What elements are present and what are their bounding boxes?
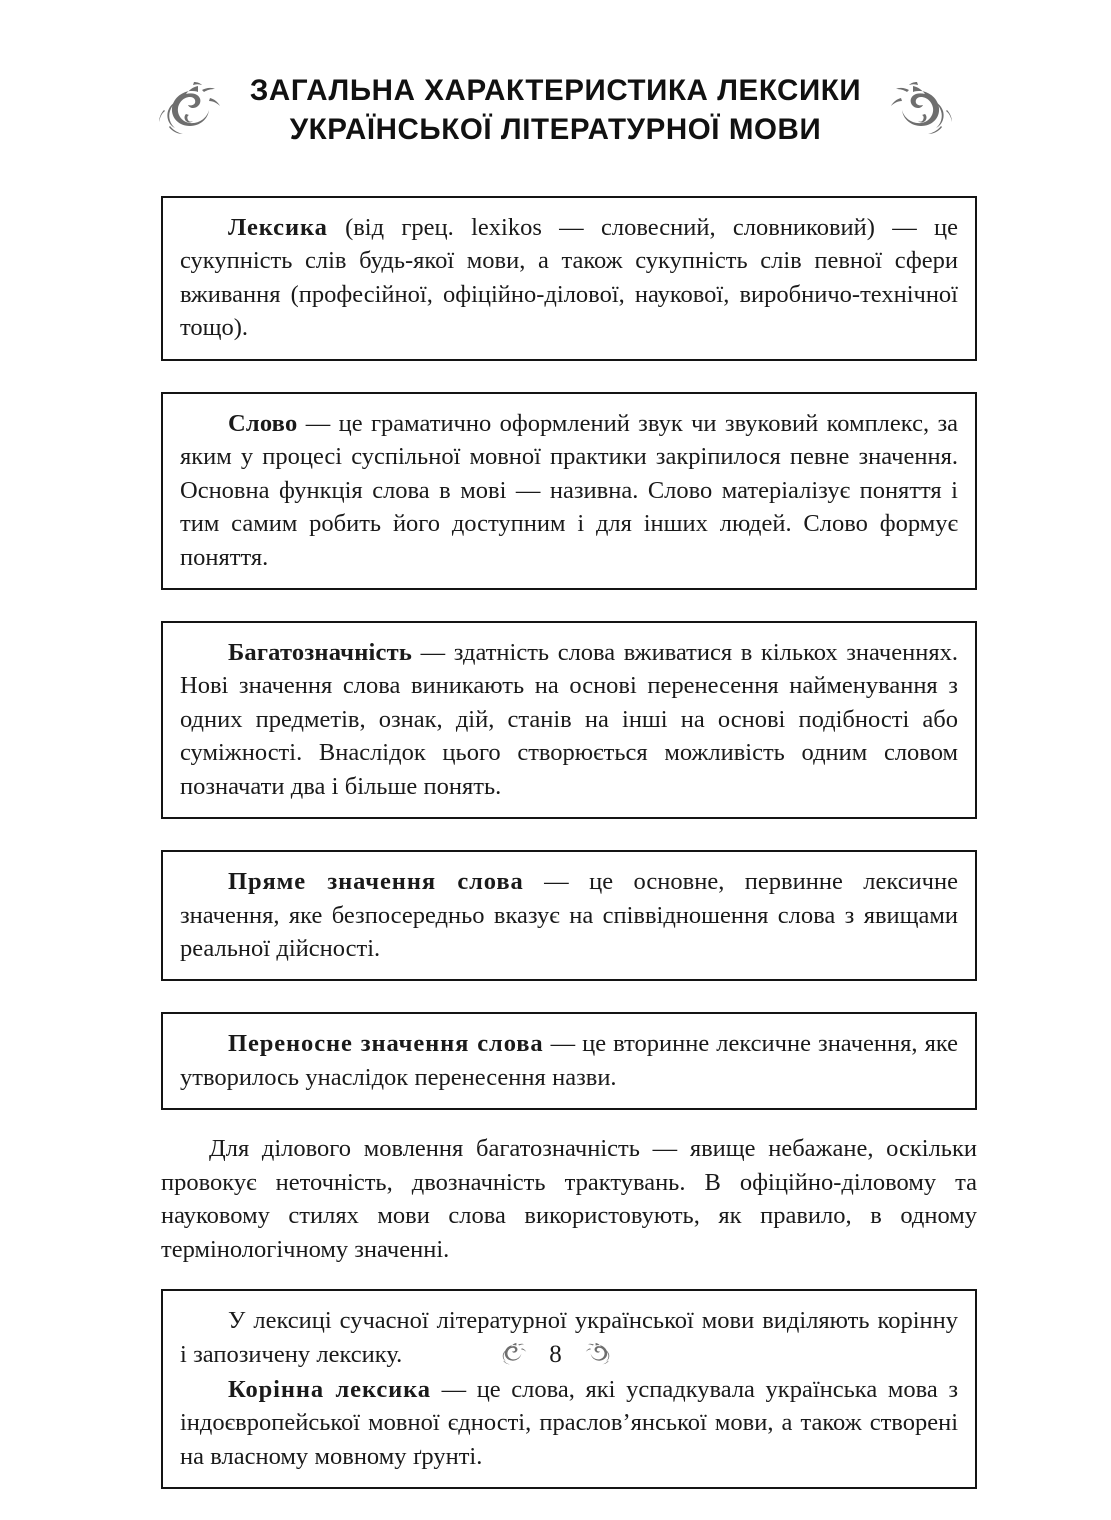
free-paragraph-block [161,1132,977,1266]
term-heading: Пряме значення слова [228,868,524,896]
definition-box-korinna-leksyka [161,1289,977,1489]
page-footer [0,1340,1111,1368]
flourish-ornament [150,80,224,142]
page-number: 8 [549,1340,562,1368]
definition-box-pryame-znachennya [161,850,977,981]
definition-box-bahatoznachnist [161,621,977,819]
page-header [0,72,1111,150]
page-title-line-1: ЗАГАЛЬНА ХАРАКТЕРИСТИКА ЛЕКСИКИ [249,74,862,107]
content-column [161,196,977,1520]
definition-paragraph [180,865,958,965]
term-heading: Лексика [228,214,328,241]
definition-box-leksyka [161,196,977,361]
term-heading: Слово [228,409,298,437]
definition-text: — це основне, первинне лексичне значення, яке безпосередньо вказує на співвідношення слова з явищами реальної дійсності. [180,868,958,962]
page-title [250,72,861,150]
flourish-ornament [495,1340,528,1368]
definition-paragraph [180,1027,958,1094]
definition-paragraph [180,636,958,803]
term-heading: Багатозначність [228,638,412,666]
definition-box-slovo [161,392,977,590]
definition-paragraph [180,407,958,574]
flourish-ornament [584,1340,617,1368]
term-heading: Переносне значення слова [228,1030,544,1058]
definition-text: (від грец. lexikos — словесний, словниковий) — це сукупність слів будь-якої мови, а також сукупність слів певної сфери вживання (професійної, офіційно-ділової, наукової, виробничо-технічної тощо). [180,214,958,342]
definition-text: — здатність слова вживатися в кількох значеннях. Нові значення слова виникають на основі перенесення найменування з одних предметів, ознак, дій, станів на інші на основі подібності або суміжності. Внаслідок цього створюється можливість одним словом позначати два і більше понять. [180,638,958,800]
flourish-ornament [887,80,961,142]
definition-paragraph [180,211,958,345]
definition-paragraph [180,1373,958,1473]
definition-box-perenosne-znachennya [161,1012,977,1110]
definition-text: — це вторинне лексичне значення, яке утворилось унаслідок перенесення назви. [180,1030,959,1091]
page-title-line-2: УКРАЇНСЬКОЇ ЛІТЕРАТУРНОЇ МОВИ [289,112,822,146]
term-heading: Корінна лексика [228,1375,431,1403]
definition-text: — це слова, які успадкувала українська мова з індоєвропейської мовної єдності, праслов’янської мови, а також створені на власному мовному ґрунті. [180,1375,958,1470]
definition-text: — це граматично оформлений звук чи звуковий комплекс, за яким у процесі суспільної мовної практики закріпилося певне значення. Основна функція слова в мові — називна. Слово матеріалізує поняття і тим самим робить його доступним і для інших людей. Слово формує поняття. [180,409,958,571]
intro-paragraph: У лексиці сучасної літературної української мови виділяють корінну і запозичену лексику. [180,1307,958,1368]
free-paragraph: Для ділового мовлення багатозначність — явище небажане, оскільки провокує неточність, двозначність трактувань. В офіційно-діловому та науковому стилях мови слова використовують, як правило, в одному термінологічному значенні. [161,1135,977,1263]
